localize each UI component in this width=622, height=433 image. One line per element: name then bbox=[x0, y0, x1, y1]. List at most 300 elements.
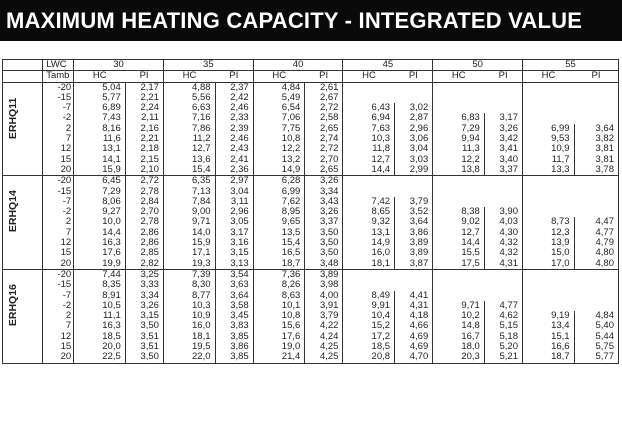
pi-cell: 4,84 bbox=[574, 311, 618, 321]
hc-cell: 19,5 bbox=[192, 342, 211, 353]
pi-cell: 3,50 bbox=[305, 238, 343, 248]
hc-cell: 9,00 bbox=[192, 207, 211, 218]
hc-cell bbox=[523, 113, 575, 123]
pi-cell bbox=[484, 197, 522, 207]
hc-cell: 9,27 bbox=[102, 207, 121, 218]
pi-cell: 4,30 bbox=[484, 228, 522, 238]
hc-cell: 16,6 bbox=[551, 342, 570, 353]
table-row bbox=[3, 165, 619, 176]
hc-cell: 14,9 bbox=[253, 165, 305, 176]
pi-cell: 2,33 bbox=[215, 113, 253, 123]
hc-cell: 18,7 bbox=[523, 352, 575, 363]
model-label bbox=[3, 176, 43, 270]
tamb-value: -20 bbox=[43, 176, 74, 187]
hc-cell: 15,4 bbox=[281, 238, 301, 249]
tamb-value: -7 bbox=[43, 291, 74, 301]
pi-cell: 4,32 bbox=[484, 248, 522, 258]
hc-cell: 18,1 bbox=[192, 331, 211, 342]
pi-cell: 2,70 bbox=[125, 207, 163, 217]
hc-cell: 7,36 bbox=[281, 269, 301, 280]
hc-cell bbox=[523, 269, 575, 280]
hc-cell: 13,3 bbox=[523, 165, 575, 176]
hc-cell: 9,71 bbox=[461, 300, 480, 311]
table-row bbox=[3, 197, 619, 207]
table-row bbox=[3, 217, 619, 227]
pi-cell bbox=[395, 280, 433, 290]
pi-cell: 3,86 bbox=[215, 342, 253, 352]
hc-cell: 15,4 bbox=[163, 165, 215, 176]
hc-cell: 17,2 bbox=[371, 331, 391, 342]
pi-cell: 3,03 bbox=[395, 155, 433, 165]
pi-cell: 2,65 bbox=[305, 165, 343, 176]
pi-cell bbox=[484, 291, 522, 301]
pi-cell: 2,82 bbox=[125, 259, 163, 270]
pi-cell: 3,50 bbox=[305, 228, 343, 238]
hc-cell: 17,5 bbox=[433, 259, 485, 270]
pi-cell: 4,31 bbox=[484, 259, 522, 270]
hc-cell: 13,5 bbox=[281, 227, 301, 238]
table-row bbox=[3, 352, 619, 363]
hc-cell: 22,0 bbox=[163, 352, 215, 363]
hc-cell: 15,5 bbox=[461, 248, 480, 259]
lwc-value: 50 bbox=[433, 60, 523, 71]
pi-cell: 3,37 bbox=[484, 165, 522, 176]
hc-cell: 6,43 bbox=[371, 103, 391, 114]
hc-cell: 14,0 bbox=[192, 227, 211, 238]
pi-cell: 3,58 bbox=[215, 301, 253, 311]
hc-cell: 8,91 bbox=[102, 290, 121, 301]
pi-cell bbox=[574, 82, 618, 93]
pi-cell: 3,90 bbox=[484, 207, 522, 217]
pi-cell: 2,39 bbox=[215, 124, 253, 134]
pi-cell: 3,89 bbox=[395, 238, 433, 248]
pi-cell: 2,15 bbox=[125, 155, 163, 165]
table-row bbox=[3, 301, 619, 311]
hc-cell: 11,2 bbox=[192, 134, 211, 145]
pi-cell: 2,43 bbox=[215, 144, 253, 154]
hc-cell: 16,3 bbox=[102, 238, 121, 249]
pi-cell: 3,41 bbox=[484, 144, 522, 154]
tamb-value: 20 bbox=[43, 165, 74, 176]
hc-cell: 8,65 bbox=[371, 207, 391, 218]
pi-cell: 5,20 bbox=[484, 342, 522, 352]
pi-cell: 2,24 bbox=[125, 103, 163, 113]
table-row bbox=[3, 321, 619, 331]
hc-cell: 14,8 bbox=[461, 321, 480, 332]
pi-cell: 5,18 bbox=[484, 332, 522, 342]
heating-capacity-table bbox=[2, 59, 619, 364]
tamb-value: 7 bbox=[43, 228, 74, 238]
hc-cell bbox=[433, 176, 485, 187]
tamb-value: 12 bbox=[43, 238, 74, 248]
hc-cell: 12,3 bbox=[551, 227, 570, 238]
lwc-value: 45 bbox=[343, 60, 433, 71]
table-row bbox=[3, 155, 619, 165]
hc-cell bbox=[523, 82, 575, 93]
hc-cell: 12,2 bbox=[461, 154, 480, 165]
hc-cell: 9,91 bbox=[371, 300, 391, 311]
pi-cell bbox=[395, 269, 433, 280]
hc-cell: 10,1 bbox=[281, 300, 301, 311]
tamb-value: -2 bbox=[43, 113, 74, 123]
pi-cell bbox=[484, 187, 522, 197]
hc-cell: 7,06 bbox=[281, 113, 301, 124]
hc-cell: 16,3 bbox=[102, 321, 121, 332]
pi-cell: 3,05 bbox=[215, 217, 253, 227]
hc-cell: 7,63 bbox=[371, 123, 391, 134]
pi-cell: 3,82 bbox=[574, 134, 618, 144]
hc-cell: 10,2 bbox=[461, 311, 480, 322]
table-row bbox=[3, 259, 619, 270]
hc-cell: 11,8 bbox=[372, 144, 391, 155]
pi-cell bbox=[574, 197, 618, 207]
hc-cell: 18,7 bbox=[253, 259, 305, 270]
hc-cell: 8,63 bbox=[281, 290, 301, 301]
pi-cell: 5,21 bbox=[484, 352, 522, 363]
pi-cell: 4,25 bbox=[305, 352, 343, 363]
pi-cell: 5,44 bbox=[574, 332, 618, 342]
pi-cell: 3,87 bbox=[395, 259, 433, 270]
pi-cell: 5,75 bbox=[574, 342, 618, 352]
pi-cell: 2,99 bbox=[395, 165, 433, 176]
pi-cell: 4,18 bbox=[395, 311, 433, 321]
tamb-value: 12 bbox=[43, 332, 74, 342]
pi-cell: 3,26 bbox=[125, 301, 163, 311]
pi-cell bbox=[395, 176, 433, 187]
hc-cell: 9,65 bbox=[281, 217, 301, 228]
pi-cell: 3,42 bbox=[484, 134, 522, 144]
hc-cell bbox=[433, 187, 485, 197]
tamb-value: 12 bbox=[43, 144, 74, 154]
hc-cell bbox=[433, 269, 485, 280]
pi-cell: 3,26 bbox=[305, 176, 343, 187]
pi-cell: 3,89 bbox=[395, 248, 433, 258]
table-row bbox=[3, 144, 619, 154]
model-name: ERHQ16 bbox=[6, 284, 19, 327]
pi-cell: 3,15 bbox=[125, 311, 163, 321]
pi-cell: 3,15 bbox=[215, 248, 253, 258]
hc-cell: 10,8 bbox=[281, 311, 301, 322]
table-row bbox=[3, 228, 619, 238]
hc-cell: 5,49 bbox=[281, 92, 301, 103]
hc-cell: 13,1 bbox=[102, 144, 121, 155]
hc-cell: 11,6 bbox=[102, 134, 121, 145]
pi-cell: 2,17 bbox=[125, 82, 163, 93]
tamb-value: -20 bbox=[43, 269, 74, 280]
hc-cell: 7,13 bbox=[192, 186, 211, 197]
pi-cell: 3,81 bbox=[574, 144, 618, 154]
hc-cell: 13,2 bbox=[281, 154, 301, 165]
pi-cell: 4,77 bbox=[484, 301, 522, 311]
pi-cell: 5,15 bbox=[484, 321, 522, 331]
hc-cell bbox=[523, 187, 575, 197]
hc-cell bbox=[523, 197, 575, 207]
hc-cell bbox=[433, 103, 485, 113]
hc-cell: 5,04 bbox=[102, 82, 121, 93]
pi-cell: 3,51 bbox=[125, 342, 163, 352]
hc-cell: 9,71 bbox=[192, 217, 211, 228]
pi-cell bbox=[484, 269, 522, 280]
hc-cell bbox=[343, 269, 395, 280]
hc-cell: 9,02 bbox=[461, 217, 480, 228]
hc-cell bbox=[343, 93, 395, 103]
hc-cell bbox=[433, 82, 485, 93]
hc-cell: 8,16 bbox=[102, 123, 121, 134]
hc-cell: 13,6 bbox=[192, 154, 211, 165]
pi-cell: 3,52 bbox=[395, 207, 433, 217]
hc-cell: 14,4 bbox=[102, 227, 121, 238]
tamb-value: -7 bbox=[43, 103, 74, 113]
pi-cell: 4,62 bbox=[484, 311, 522, 321]
hc-cell: 7,29 bbox=[461, 123, 480, 134]
hc-cell bbox=[343, 280, 395, 290]
pi-cell: 2,18 bbox=[125, 144, 163, 154]
hc-cell: 16,0 bbox=[192, 321, 211, 332]
hc-column-header: HC bbox=[343, 71, 395, 82]
tamb-value: 2 bbox=[43, 124, 74, 134]
hc-cell bbox=[523, 176, 575, 187]
table-row bbox=[3, 269, 619, 280]
pi-cell: 3,40 bbox=[484, 155, 522, 165]
tamb-label: Tamb bbox=[43, 71, 74, 82]
pi-cell: 2,70 bbox=[305, 155, 343, 165]
pi-cell: 3,33 bbox=[125, 280, 163, 290]
hc-cell bbox=[343, 176, 395, 187]
table-row bbox=[3, 311, 619, 321]
tamb-value: 20 bbox=[43, 352, 74, 363]
hc-cell: 11,3 bbox=[462, 144, 480, 155]
lwc-value: 55 bbox=[523, 60, 619, 71]
hc-cell: 21,4 bbox=[253, 352, 305, 363]
pi-cell: 4,79 bbox=[574, 238, 618, 248]
tamb-value: -2 bbox=[43, 207, 74, 217]
hc-cell: 7,16 bbox=[192, 113, 211, 124]
hc-cell bbox=[433, 197, 485, 207]
pi-column-header: PI bbox=[125, 71, 163, 82]
pi-cell: 4,41 bbox=[395, 291, 433, 301]
hc-cell bbox=[523, 93, 575, 103]
hc-cell: 18,5 bbox=[102, 331, 121, 342]
hc-cell: 7,86 bbox=[192, 123, 211, 134]
pi-cell bbox=[574, 280, 618, 290]
table-row bbox=[3, 176, 619, 187]
pi-cell: 2,61 bbox=[305, 82, 343, 93]
pi-cell: 2,86 bbox=[125, 238, 163, 248]
hc-cell: 6,99 bbox=[281, 186, 301, 197]
hc-cell: 8,38 bbox=[461, 207, 480, 218]
pi-cell bbox=[574, 187, 618, 197]
hc-cell: 18,5 bbox=[371, 342, 391, 353]
table-row bbox=[3, 248, 619, 258]
tamb-value: 2 bbox=[43, 311, 74, 321]
pi-cell: 3,89 bbox=[305, 269, 343, 280]
pi-cell: 2,10 bbox=[125, 165, 163, 176]
hc-column-header: HC bbox=[74, 71, 126, 82]
pi-cell: 3,81 bbox=[574, 155, 618, 165]
table-row bbox=[3, 280, 619, 290]
tamb-value: 15 bbox=[43, 342, 74, 352]
pi-column-header: PI bbox=[574, 71, 618, 82]
tamb-value: -15 bbox=[43, 187, 74, 197]
pi-column-header: PI bbox=[395, 71, 433, 82]
pi-cell: 4,77 bbox=[574, 228, 618, 238]
hc-cell bbox=[523, 301, 575, 311]
pi-cell bbox=[484, 103, 522, 113]
pi-cell: 4,69 bbox=[395, 332, 433, 342]
pi-cell: 2,96 bbox=[395, 124, 433, 134]
pi-cell: 2,65 bbox=[305, 124, 343, 134]
hc-cell: 7,42 bbox=[371, 196, 391, 207]
pi-cell bbox=[574, 176, 618, 187]
hc-cell: 11,7 bbox=[551, 154, 570, 165]
hc-cell: 12,7 bbox=[461, 227, 480, 238]
pi-cell: 2,16 bbox=[125, 124, 163, 134]
hc-cell: 10,5 bbox=[102, 300, 121, 311]
pi-cell: 3,13 bbox=[215, 259, 253, 270]
hc-cell: 14,4 bbox=[461, 238, 480, 249]
hc-cell: 13,4 bbox=[551, 321, 570, 332]
pi-cell bbox=[484, 280, 522, 290]
hc-cell: 15,2 bbox=[371, 321, 391, 332]
hc-cell: 15,9 bbox=[192, 238, 211, 249]
hc-cell: 6,89 bbox=[102, 103, 121, 114]
pi-cell: 3,54 bbox=[215, 269, 253, 280]
hc-cell: 17,6 bbox=[102, 248, 121, 259]
pi-cell: 3,17 bbox=[215, 228, 253, 238]
pi-cell: 4,31 bbox=[395, 301, 433, 311]
pi-cell: 2,86 bbox=[125, 228, 163, 238]
tamb-value: 15 bbox=[43, 155, 74, 165]
pi-cell bbox=[395, 93, 433, 103]
hc-cell: 7,29 bbox=[102, 186, 121, 197]
model-label bbox=[3, 82, 43, 176]
hc-cell: 7,39 bbox=[192, 269, 211, 280]
table-row bbox=[3, 103, 619, 113]
hc-cell: 20,8 bbox=[343, 352, 395, 363]
pi-cell: 2,41 bbox=[215, 155, 253, 165]
hc-cell: 7,44 bbox=[102, 269, 121, 280]
hc-cell: 7,84 bbox=[192, 196, 211, 207]
hc-cell bbox=[523, 207, 575, 217]
hc-cell: 15,6 bbox=[281, 321, 301, 332]
pi-cell: 2,96 bbox=[215, 207, 253, 217]
hc-cell: 17,6 bbox=[281, 331, 301, 342]
tamb-value: 20 bbox=[43, 259, 74, 270]
hc-cell: 9,19 bbox=[551, 311, 570, 322]
tamb-value: -7 bbox=[43, 197, 74, 207]
hc-cell: 20,3 bbox=[433, 352, 485, 363]
hc-cell: 8,30 bbox=[192, 280, 211, 291]
hc-cell: 19,9 bbox=[74, 259, 126, 270]
hc-cell: 7,62 bbox=[281, 196, 301, 207]
pi-cell: 3,26 bbox=[484, 124, 522, 134]
pi-cell: 3,37 bbox=[305, 217, 343, 227]
hc-cell: 10,3 bbox=[371, 134, 391, 145]
hc-cell bbox=[343, 82, 395, 93]
tamb-value: 2 bbox=[43, 217, 74, 227]
hc-cell: 19,3 bbox=[163, 259, 215, 270]
pi-cell: 3,79 bbox=[305, 311, 343, 321]
pi-cell: 3,02 bbox=[395, 103, 433, 113]
pi-cell: 3,85 bbox=[215, 332, 253, 342]
hc-cell: 6,99 bbox=[551, 123, 570, 134]
pi-cell bbox=[574, 291, 618, 301]
pi-cell: 3,86 bbox=[395, 228, 433, 238]
table-row bbox=[3, 291, 619, 301]
hc-cell: 9,94 bbox=[461, 134, 480, 145]
hc-cell: 8,26 bbox=[281, 280, 301, 291]
pi-cell: 2,78 bbox=[125, 217, 163, 227]
pi-cell: 3,64 bbox=[395, 217, 433, 227]
hc-cell bbox=[523, 291, 575, 301]
lwc-value: 40 bbox=[253, 60, 343, 71]
hc-cell: 14,9 bbox=[371, 238, 391, 249]
hc-cell: 9,53 bbox=[551, 134, 570, 145]
pi-cell: 2,37 bbox=[215, 82, 253, 93]
pi-cell: 3,50 bbox=[305, 248, 343, 258]
pi-cell: 2,87 bbox=[395, 113, 433, 123]
model-name: ERHQ14 bbox=[6, 190, 19, 233]
pi-cell: 3,34 bbox=[305, 187, 343, 197]
tamb-value: 7 bbox=[43, 134, 74, 144]
table-row bbox=[3, 332, 619, 342]
hc-cell: 6,35 bbox=[192, 175, 211, 187]
pi-cell: 3,45 bbox=[215, 311, 253, 321]
pi-cell: 3,64 bbox=[215, 291, 253, 301]
hc-cell: 12,7 bbox=[192, 144, 211, 155]
pi-cell bbox=[574, 93, 618, 103]
pi-column-header: PI bbox=[215, 71, 253, 82]
hc-cell: 17,1 bbox=[192, 248, 211, 259]
table-row bbox=[3, 134, 619, 144]
pi-column-header: PI bbox=[305, 71, 343, 82]
hc-column-header: HC bbox=[253, 71, 305, 82]
pi-cell: 2,46 bbox=[215, 103, 253, 113]
pi-cell: 4,24 bbox=[305, 332, 343, 342]
hc-cell: 15,0 bbox=[551, 248, 570, 259]
tamb-value: -15 bbox=[43, 93, 74, 103]
hc-cell: 18,0 bbox=[461, 342, 480, 353]
pi-cell: 3,11 bbox=[215, 197, 253, 207]
hc-cell bbox=[343, 187, 395, 197]
pi-cell: 4,03 bbox=[484, 217, 522, 227]
pi-cell: 3,04 bbox=[395, 144, 433, 154]
pi-cell: 4,66 bbox=[395, 321, 433, 331]
pi-cell: 4,70 bbox=[395, 352, 433, 363]
table-row bbox=[3, 113, 619, 123]
hc-cell: 11,1 bbox=[102, 311, 121, 322]
hc-cell: 13,1 bbox=[371, 227, 391, 238]
hc-cell: 19,0 bbox=[281, 342, 301, 353]
pi-cell: 4,69 bbox=[395, 342, 433, 352]
pi-cell: 3,25 bbox=[125, 269, 163, 280]
page-title: MAXIMUM HEATING CAPACITY - INTEGRATED VALUE bbox=[0, 0, 622, 41]
pi-cell: 5,40 bbox=[574, 321, 618, 331]
hc-cell: 10,9 bbox=[192, 311, 211, 322]
hc-cell: 6,28 bbox=[281, 175, 301, 187]
hc-cell: 8,73 bbox=[551, 217, 570, 228]
hc-cell: 22,5 bbox=[74, 352, 126, 363]
pi-cell: 2,11 bbox=[125, 113, 163, 123]
pi-cell: 2,85 bbox=[125, 248, 163, 258]
hc-cell: 12,2 bbox=[281, 144, 301, 155]
pi-cell: 4,00 bbox=[305, 291, 343, 301]
tamb-value: 7 bbox=[43, 321, 74, 331]
pi-cell: 3,06 bbox=[395, 134, 433, 144]
tamb-value: -20 bbox=[43, 82, 74, 93]
pi-cell: 4,80 bbox=[574, 248, 618, 258]
table-row bbox=[3, 124, 619, 134]
